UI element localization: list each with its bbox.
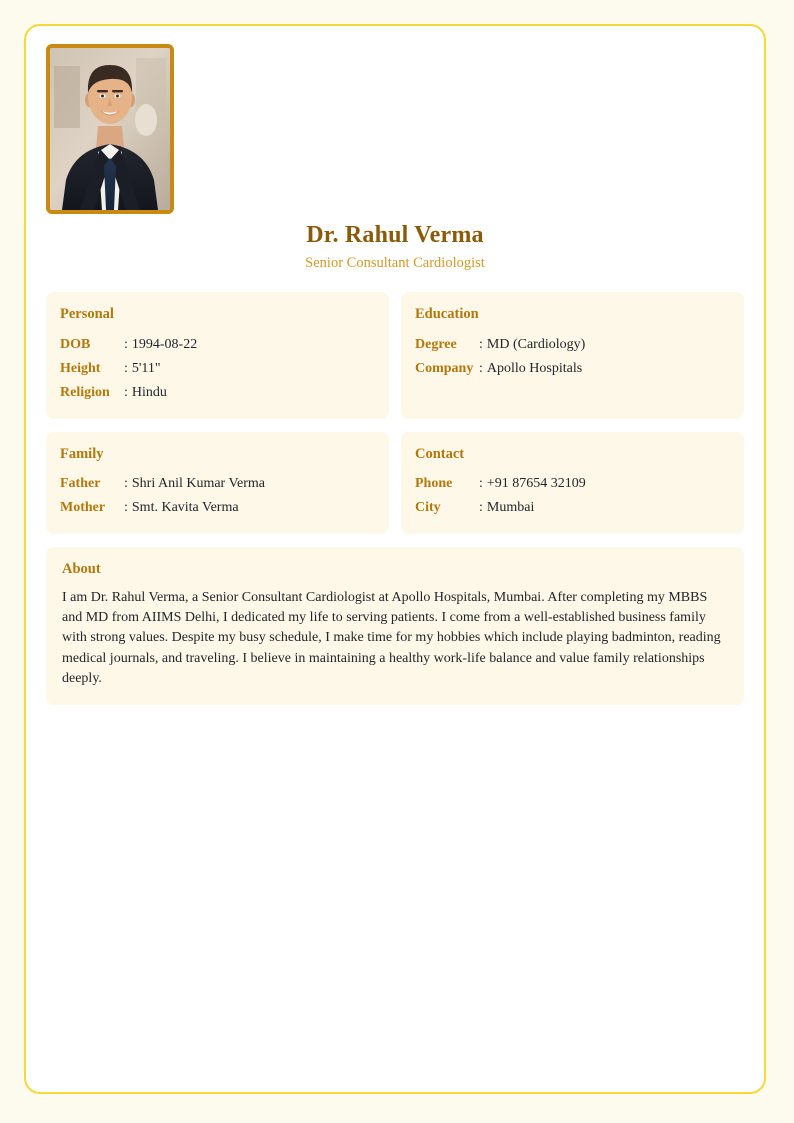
- name-block: [46, 220, 744, 272]
- card-title-education: Education: [415, 306, 479, 323]
- field-label: Phone: [415, 476, 453, 492]
- page-subtitle: Senior Consultant Cardiologist: [305, 255, 485, 271]
- field-separator: :: [479, 500, 483, 516]
- card-contact: [401, 432, 744, 535]
- field-separator: :: [124, 384, 128, 400]
- field-separator: :: [124, 360, 128, 376]
- field-value: 5'11": [131, 360, 161, 376]
- field-value: +91 87654 32109: [486, 476, 586, 492]
- field-label: Mother: [60, 500, 106, 516]
- field-label: Religion: [60, 384, 110, 400]
- field-value: Apollo Hospitals: [486, 360, 583, 376]
- field-value: Smt. Kavita Verma: [131, 500, 239, 516]
- field-height: [60, 357, 375, 381]
- field-religion: [60, 381, 375, 405]
- field-company: [415, 357, 730, 381]
- field-separator: :: [479, 336, 483, 352]
- card-about: [46, 547, 744, 705]
- field-father: [60, 472, 375, 496]
- field-separator: :: [479, 476, 483, 492]
- card-title-personal: Personal: [60, 306, 114, 323]
- field-label: Father: [60, 476, 101, 492]
- field-separator: :: [124, 476, 128, 492]
- field-label: Degree: [415, 336, 457, 352]
- page-title: Dr. Rahul Verma: [306, 222, 484, 248]
- card-title-family: Family: [60, 445, 104, 462]
- field-separator: :: [124, 500, 128, 516]
- field-degree: [415, 333, 730, 357]
- field-value: Mumbai: [486, 500, 535, 516]
- card-title-about: About: [62, 561, 101, 578]
- field-separator: :: [124, 336, 128, 352]
- field-value: Hindu: [131, 384, 167, 400]
- field-label: Height: [60, 360, 101, 376]
- field-city: [415, 496, 730, 520]
- card-title-contact: Contact: [415, 445, 465, 462]
- field-phone: [415, 472, 730, 496]
- portrait-photo: [46, 44, 174, 214]
- field-value: Shri Anil Kumar Verma: [131, 476, 266, 492]
- field-mother: [60, 496, 375, 520]
- field-value: 1994-08-22: [131, 336, 198, 352]
- field-separator: :: [479, 360, 483, 376]
- field-label: Company: [415, 360, 474, 376]
- field-dob: [60, 333, 375, 357]
- field-value: MD (Cardiology): [486, 336, 586, 352]
- card-personal: [46, 292, 389, 419]
- field-label: City: [415, 500, 441, 516]
- info-row-one: [46, 292, 744, 419]
- about-text: I am Dr. Rahul Verma, a Senior Consultant Cardiologist at Apollo Hospitals, Mumbai. After completing my MBBS and MD from AIIMS Delhi, I dedicated my life to serving patients. I come from a well-established business family with strong values. Despite my busy schedule, I make time for my hobbies which include playing badminton, reading medical journals, and traveling. I believe in maintaining a healthy work-life balance and value family relationships deeply.: [62, 589, 721, 686]
- card-family: [46, 432, 389, 535]
- info-row-two: [46, 432, 744, 535]
- portrait-illustration: [50, 48, 170, 210]
- profile-sheet: [24, 24, 766, 1094]
- card-education: [401, 292, 744, 419]
- field-label: DOB: [60, 336, 91, 352]
